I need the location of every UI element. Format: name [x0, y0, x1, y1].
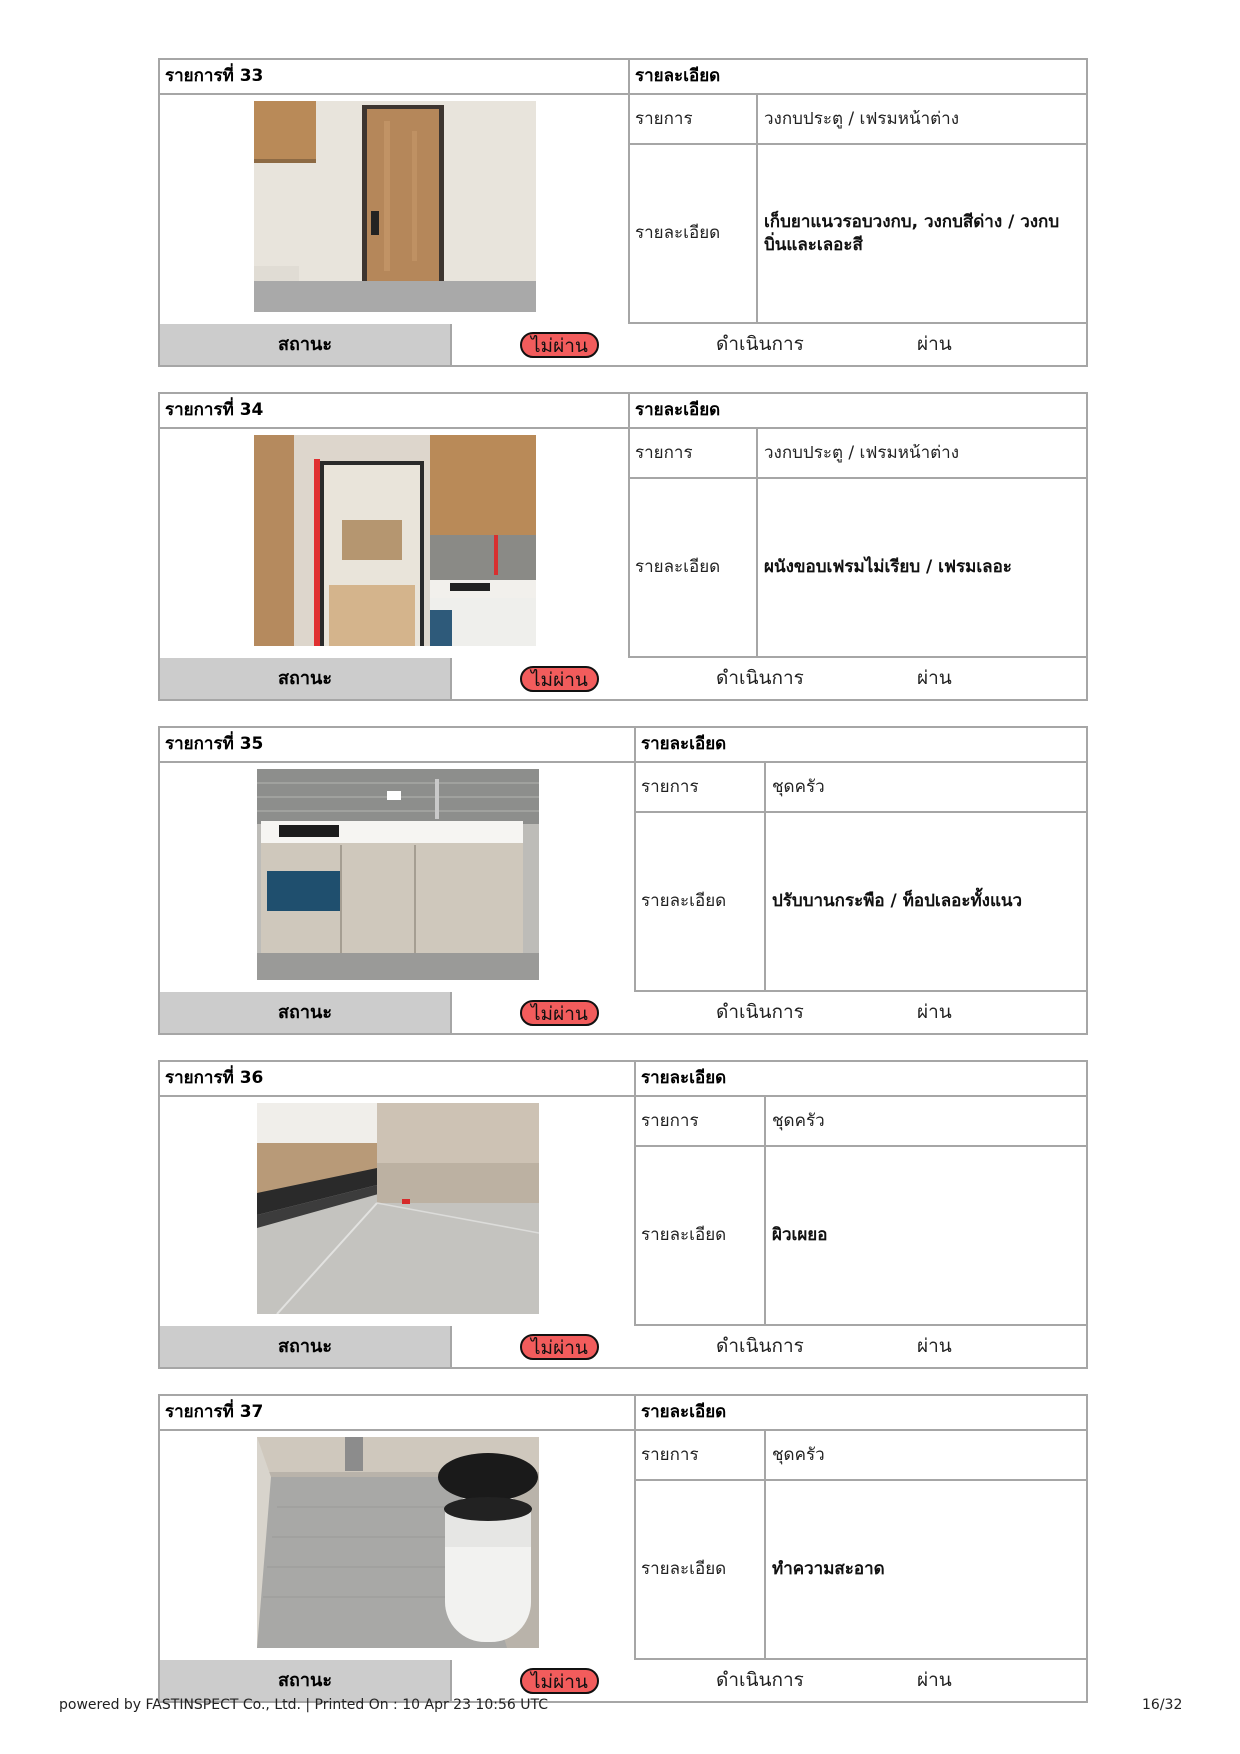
item-value: ชุดครัว	[766, 1431, 1086, 1481]
footer-text: powered by FASTINSPECT Co., Ltd. | Printed On : 10 Apr 23 10:56 UTC	[59, 1697, 548, 1713]
status-options	[452, 1326, 1086, 1367]
item-heading: รายการที่ 34	[160, 394, 630, 429]
detail-heading: รายละเอียด	[630, 60, 1086, 95]
detail-label: รายละเอียด	[636, 1481, 766, 1660]
detail-value: ผิวเผยอ	[766, 1147, 1086, 1326]
photo-cell	[160, 1431, 636, 1660]
glass-door-photo-icon[interactable]	[254, 435, 536, 646]
status-pass-option[interactable]: ผ่าน	[917, 333, 952, 355]
door-photo-icon[interactable]	[254, 101, 536, 312]
status-in-progress-option[interactable]: ดำเนินการ	[716, 1001, 804, 1023]
status-pass-option[interactable]: ผ่าน	[917, 1335, 952, 1357]
detail-label: รายละเอียด	[636, 813, 766, 992]
status-label: สถานะ	[160, 1326, 452, 1367]
page-number: 16/32	[1142, 1697, 1183, 1713]
detail-value: ปรับบานกระพือ / ท็อปเลอะทั้งแนว	[766, 813, 1086, 992]
detail-label: รายละเอียด	[630, 479, 758, 658]
status-pass-option[interactable]: ผ่าน	[917, 1001, 952, 1023]
cabinet-base-photo-icon[interactable]	[257, 1103, 539, 1314]
status-label: สถานะ	[160, 324, 452, 365]
status-options	[452, 658, 1086, 699]
inspection-item-card	[158, 392, 1088, 701]
status-fail-option[interactable]: ไม่ผ่าน	[520, 1000, 599, 1026]
kitchen-counter-photo-icon[interactable]	[257, 769, 539, 980]
status-label: สถานะ	[160, 992, 452, 1033]
detail-heading: รายละเอียด	[636, 1062, 1086, 1097]
item-label: รายการ	[630, 429, 758, 479]
detail-heading: รายละเอียด	[630, 394, 1086, 429]
under-sink-photo-icon[interactable]	[257, 1437, 539, 1648]
detail-value: เก็บยาแนวรอบวงกบ, วงกบสีด่าง / วงกบบิ่นและเลอะสี	[758, 145, 1086, 324]
item-value: วงกบประตู / เฟรมหน้าต่าง	[758, 429, 1086, 479]
detail-heading: รายละเอียด	[636, 1396, 1086, 1431]
detail-label: รายละเอียด	[630, 145, 758, 324]
status-fail-option[interactable]: ไม่ผ่าน	[520, 666, 599, 692]
status-options	[452, 1660, 1086, 1701]
item-heading: รายการที่ 37	[160, 1396, 636, 1431]
item-heading: รายการที่ 35	[160, 728, 636, 763]
inspection-item-card	[158, 726, 1088, 1035]
item-value: วงกบประตู / เฟรมหน้าต่าง	[758, 95, 1086, 145]
status-label: สถานะ	[160, 658, 452, 699]
status-options	[452, 992, 1086, 1033]
photo-cell	[160, 763, 636, 992]
status-fail-option[interactable]: ไม่ผ่าน	[520, 332, 599, 358]
detail-value: ผนังขอบเฟรมไม่เรียบ / เฟรมเลอะ	[758, 479, 1086, 658]
status-in-progress-option[interactable]: ดำเนินการ	[716, 1669, 804, 1691]
inspection-item-card	[158, 1060, 1088, 1369]
status-in-progress-option[interactable]: ดำเนินการ	[716, 333, 804, 355]
detail-value: ทำความสะอาด	[766, 1481, 1086, 1660]
item-label: รายการ	[636, 1431, 766, 1481]
detail-label: รายละเอียด	[636, 1147, 766, 1326]
inspection-item-card	[158, 1394, 1088, 1703]
status-fail-option[interactable]: ไม่ผ่าน	[520, 1334, 599, 1360]
item-value: ชุดครัว	[766, 1097, 1086, 1147]
status-label: สถานะ	[160, 1660, 452, 1701]
photo-cell	[160, 429, 630, 658]
item-label: รายการ	[630, 95, 758, 145]
status-fail-option[interactable]: ไม่ผ่าน	[520, 1668, 599, 1694]
item-heading: รายการที่ 33	[160, 60, 630, 95]
status-in-progress-option[interactable]: ดำเนินการ	[716, 1335, 804, 1357]
status-pass-option[interactable]: ผ่าน	[917, 1669, 952, 1691]
inspection-item-card	[158, 58, 1088, 367]
item-label: รายการ	[636, 1097, 766, 1147]
item-label: รายการ	[636, 763, 766, 813]
status-in-progress-option[interactable]: ดำเนินการ	[716, 667, 804, 689]
item-heading: รายการที่ 36	[160, 1062, 636, 1097]
item-value: ชุดครัว	[766, 763, 1086, 813]
photo-cell	[160, 95, 630, 324]
detail-heading: รายละเอียด	[636, 728, 1086, 763]
status-pass-option[interactable]: ผ่าน	[917, 667, 952, 689]
photo-cell	[160, 1097, 636, 1326]
status-options	[452, 324, 1086, 365]
